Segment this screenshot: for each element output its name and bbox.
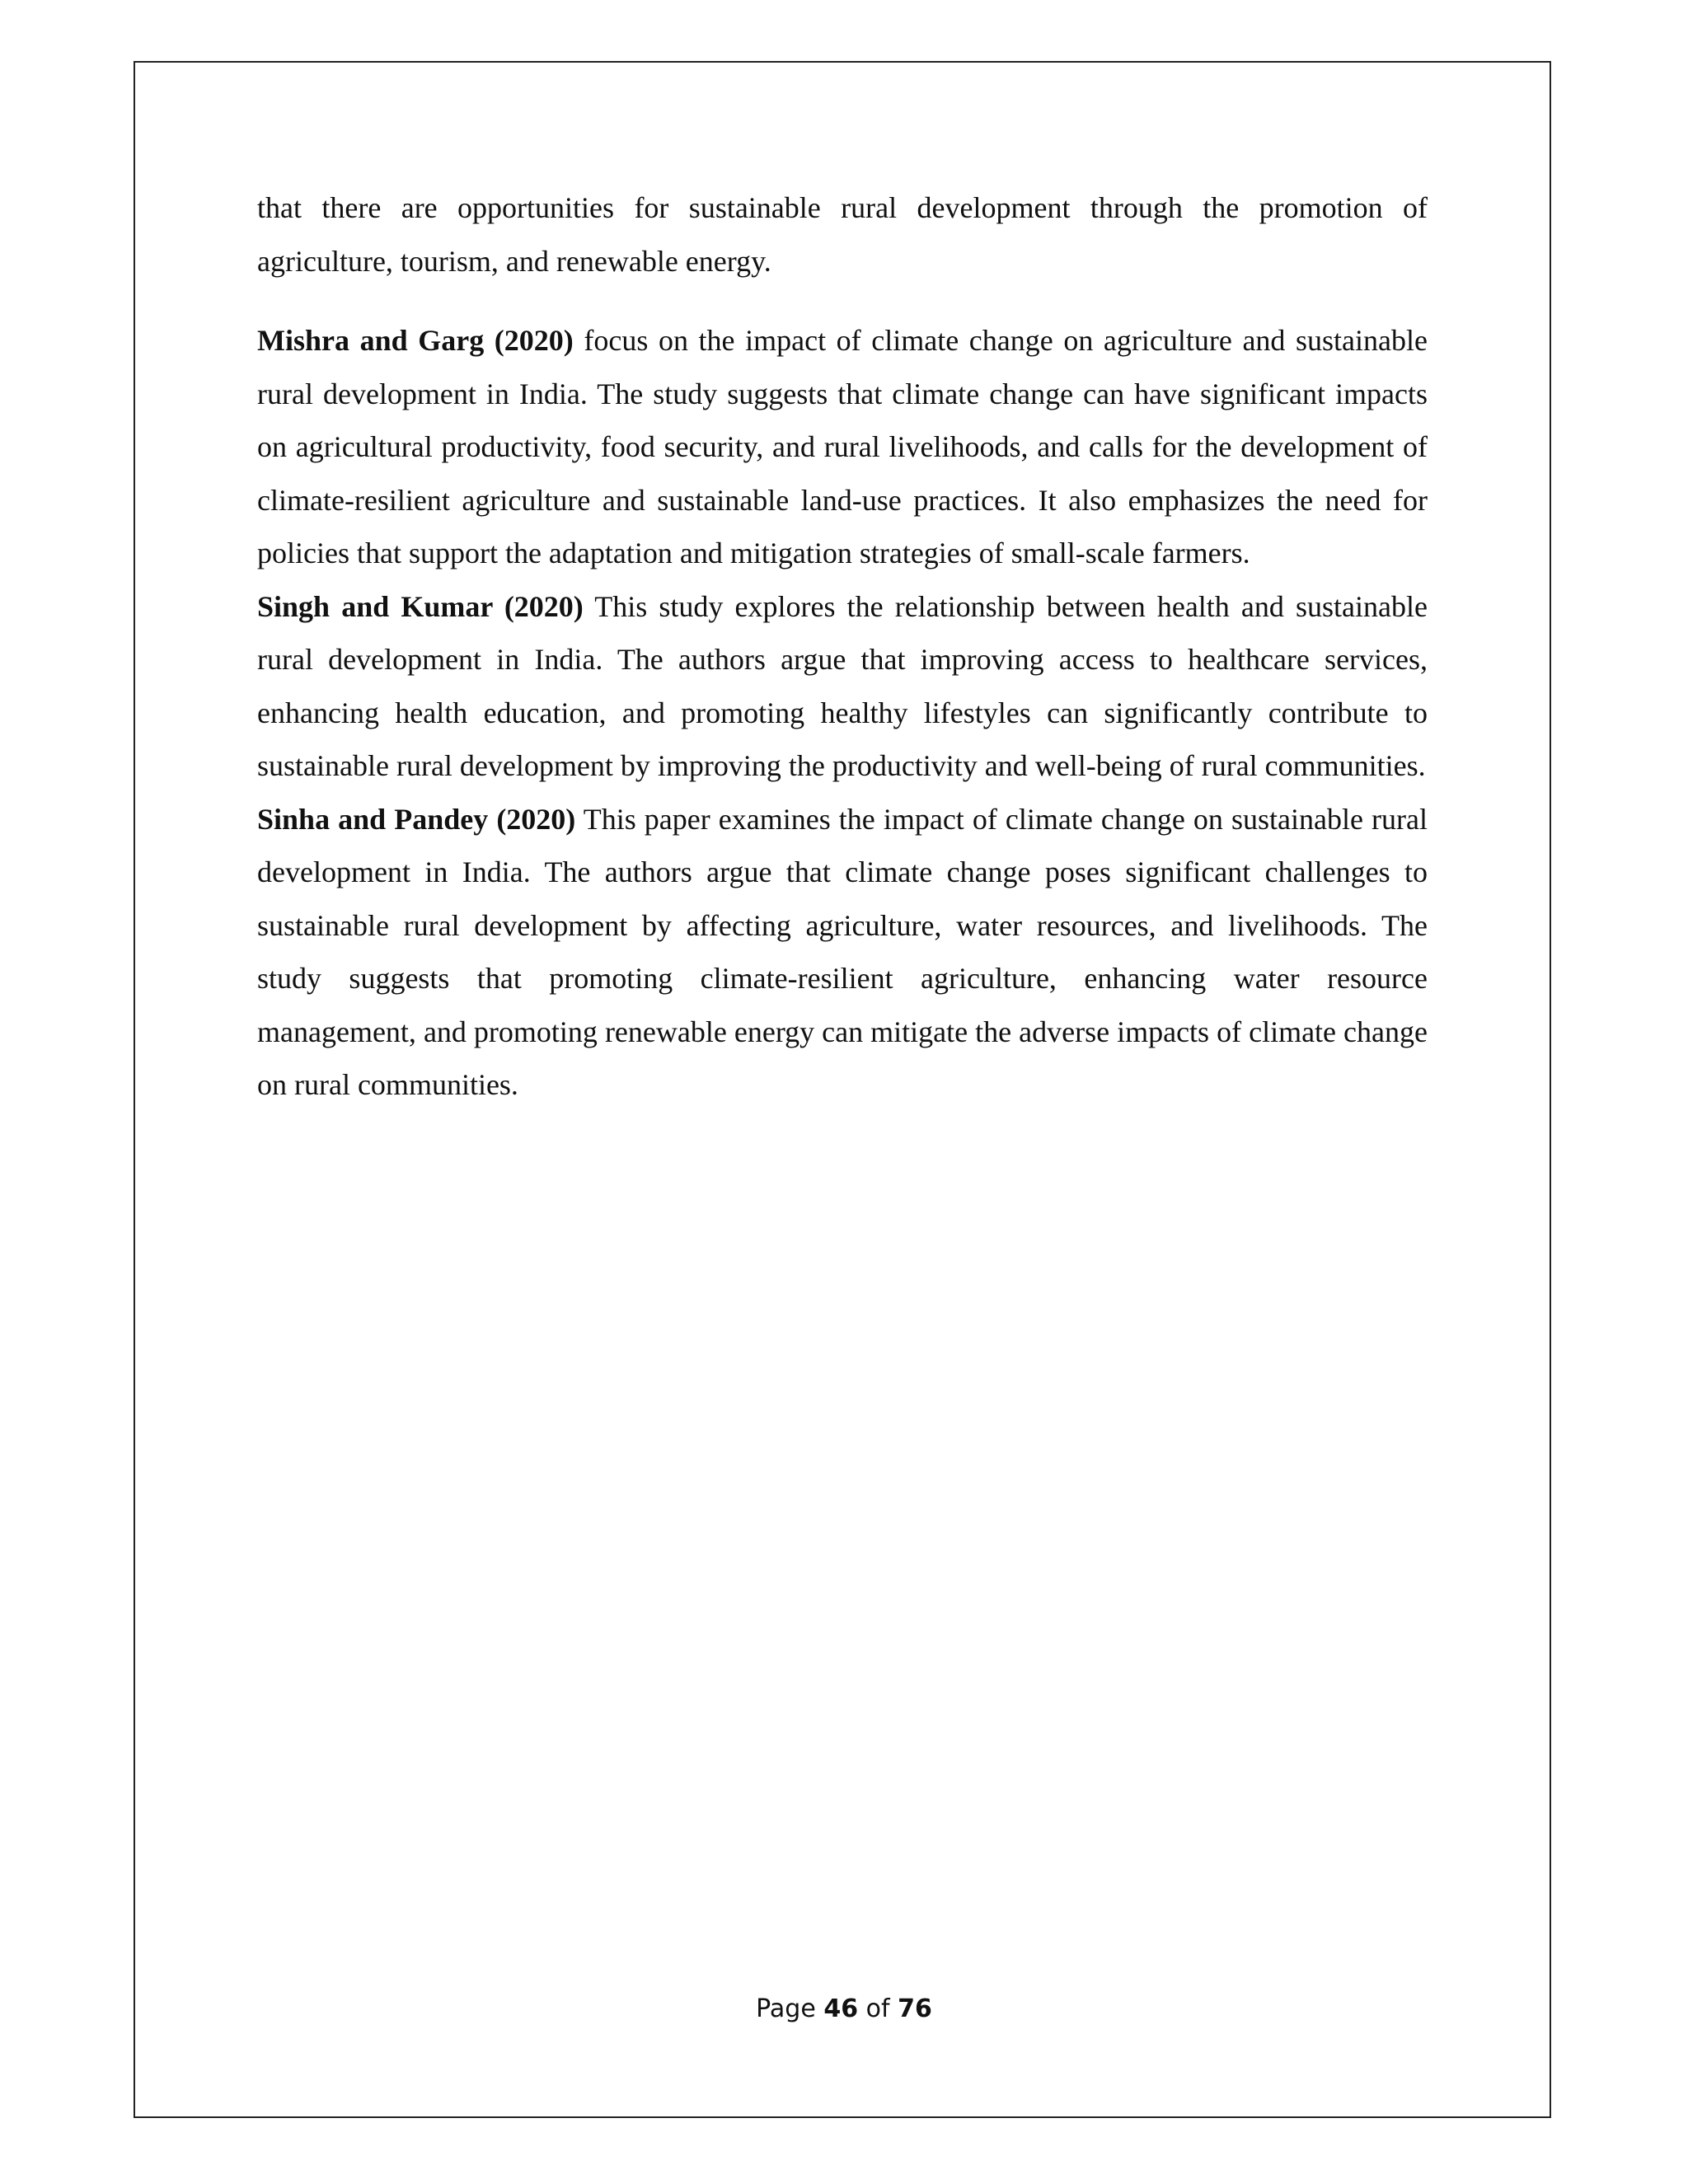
citation-author: Mishra and Garg (2020) [257,324,574,357]
paragraph-mishra-garg [257,314,1428,580]
paragraph-text: This paper examines the impact of climate change on sustainable rural development in India. The authors argue that climate change poses significant challenges to sustainable rural development by affecting agriculture, water resources, and livelihoods. The study suggests that promoting climate-resilient agriculture, enhancing water resource management, and promoting renewable energy can mitigate the adverse impacts of climate change on rural communities. [257,802,1428,1101]
citation-author: Sinha and Pandey (2020) [257,802,576,836]
page-footer [0,1994,1688,2023]
paragraph-continuation [257,181,1428,288]
page-of-label: of [858,1994,898,2023]
page-label: Page [756,1994,824,2023]
total-page-count: 76 [898,1994,932,2023]
document-body [257,181,1428,1112]
current-page-number: 46 [823,1994,859,2023]
paragraph-sinha-pandey [257,793,1428,1112]
paragraph-text: focus on the impact of climate change on agriculture and sustainable rural development in India. The study suggests that climate change can have significant impacts on agricultural productivity, food security, and rural livelihoods, and calls for the development of climate-resilient agriculture and sustainable land-use practices. It also emphasizes the need for policies that support the adaptation and mitigation strategies of small-scale farmers. [257,324,1428,569]
paragraph-text: This study explores the relationship between health and sustainable rural development in India. The authors argue that improving access to healthcare services, enhancing health education, and promoting healthy lifestyles can significantly contribute to sustainable rural development by improving the productivity and well-being of rural communities. [257,589,1428,782]
paragraph-singh-kumar [257,580,1428,793]
paragraph-text: that there are opportunities for sustainable rural development through the promotion of agriculture, tourism, and renewable energy. [257,191,1428,278]
citation-author: Singh and Kumar (2020) [257,589,584,623]
